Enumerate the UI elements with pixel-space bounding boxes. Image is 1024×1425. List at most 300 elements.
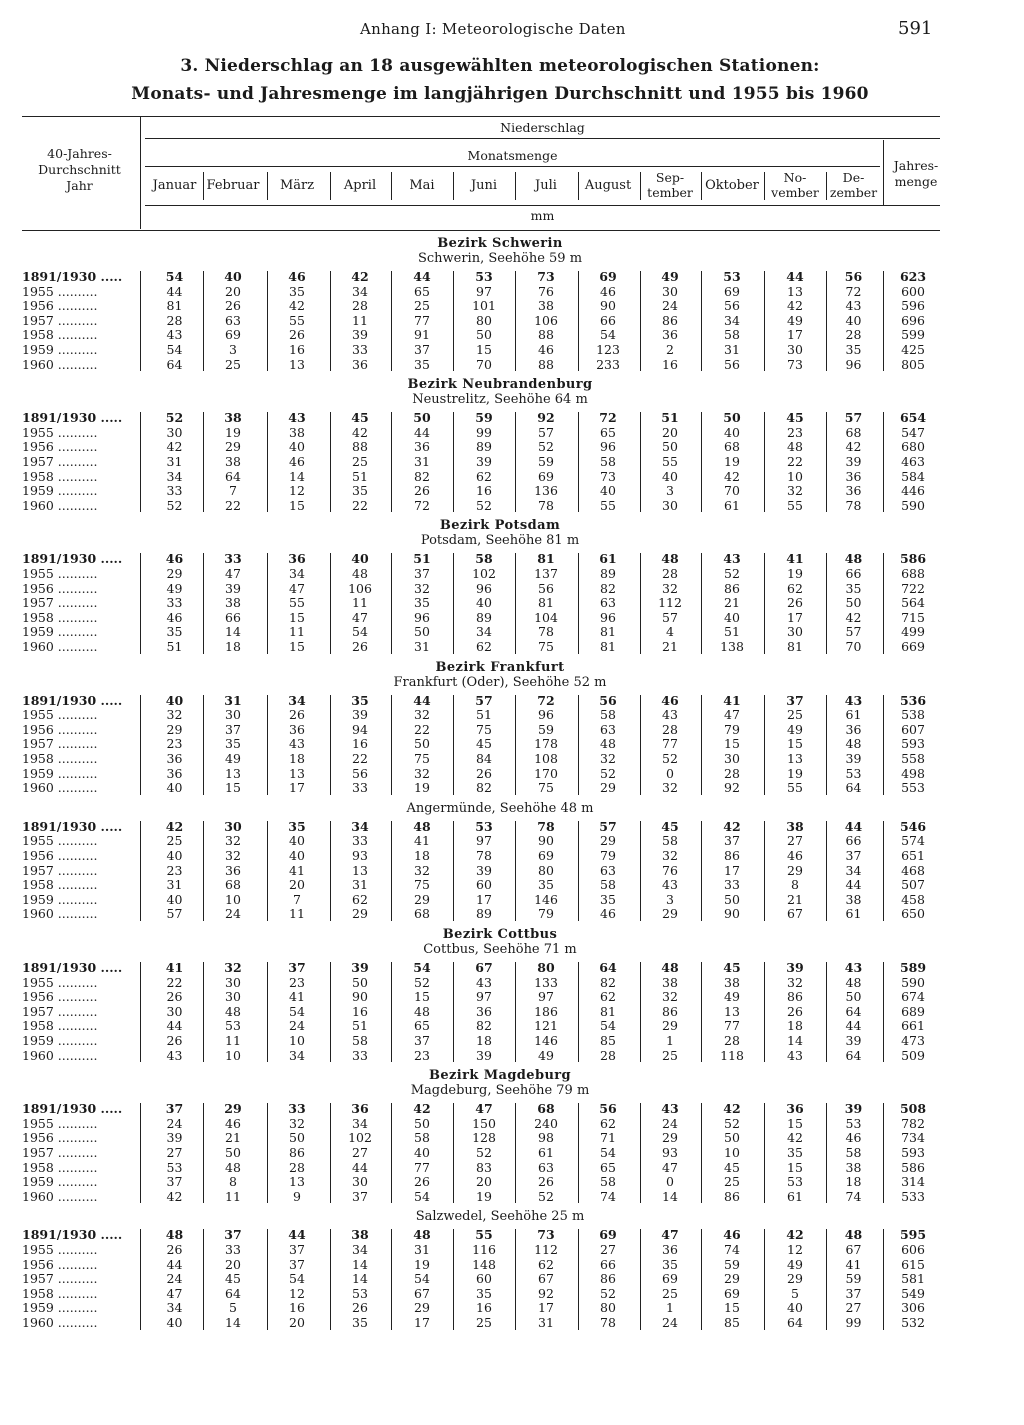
monthly-value: 96	[600, 439, 616, 455]
annual-value: 590	[901, 974, 925, 990]
monthly-value: 41	[723, 692, 741, 708]
annual-value: 538	[901, 707, 925, 723]
annual-value: 596	[901, 298, 925, 314]
monthly-value: 11	[225, 1188, 241, 1204]
monthly-value: 89	[476, 609, 492, 625]
monthly-value: 75	[538, 780, 554, 796]
monthly-value: 59	[538, 721, 554, 737]
monthly-value: 54	[289, 1003, 305, 1019]
monthly-value: 79	[600, 848, 616, 863]
monthly-value: 36	[166, 765, 183, 781]
monthly-value: 93	[662, 1145, 678, 1160]
column-divider	[883, 695, 884, 795]
monthly-value: 150	[472, 1115, 496, 1131]
monthly-value: 33	[288, 1101, 306, 1117]
monthly-value: 5	[791, 1285, 799, 1301]
monthly-value: 39	[352, 707, 368, 723]
monthly-value: 44	[786, 269, 804, 284]
monthly-value: 94	[352, 721, 368, 737]
monthly-value: 62	[476, 639, 492, 654]
month-header-11	[826, 170, 881, 200]
monthly-value: 39	[786, 960, 804, 975]
monthly-value: 44	[845, 877, 862, 893]
monthly-value: 97	[476, 833, 492, 849]
monthly-value: 34	[845, 862, 862, 878]
monthly-value: 58	[724, 327, 740, 343]
monthly-value: 24	[166, 1115, 183, 1131]
column-divider	[515, 271, 516, 371]
monthly-value: 66	[845, 833, 862, 849]
annual-value: 650	[901, 906, 925, 922]
monthly-value: 15	[414, 989, 430, 1005]
monthly-value: 15	[724, 1300, 740, 1316]
annual-value: 586	[899, 551, 927, 567]
monthly-value: 20	[476, 1174, 492, 1190]
monthly-value: 92	[537, 410, 555, 426]
year-label: 1955 ..........	[22, 1242, 98, 1257]
column-divider	[330, 821, 331, 921]
monthly-value: 108	[534, 751, 558, 766]
table-row	[0, 780, 1000, 794]
monthly-value: 26	[538, 1174, 554, 1190]
monthly-value: 28	[289, 1159, 305, 1175]
column-divider	[515, 962, 516, 1062]
monthly-value: 27	[166, 1145, 183, 1160]
monthly-value: 16	[352, 1003, 368, 1019]
monthly-value: 26	[787, 1003, 803, 1019]
monthly-value: 91	[414, 327, 430, 343]
monthly-value: 41	[289, 862, 305, 878]
annual-value: 584	[901, 468, 925, 484]
table-row	[0, 1174, 1000, 1188]
monthly-value: 10	[289, 1033, 305, 1048]
monthly-value: 0	[666, 1174, 674, 1190]
monthly-value: 67	[845, 1242, 862, 1257]
monthly-value: 35	[414, 595, 430, 611]
annual-value: 623	[899, 269, 927, 284]
monthly-value: 118	[720, 1047, 744, 1063]
monthly-value: 14	[225, 1315, 241, 1330]
average-row	[0, 819, 1000, 833]
monthly-value: 97	[476, 989, 492, 1005]
monthly-value: 74	[845, 1188, 862, 1204]
column-divider	[515, 553, 516, 653]
monthly-value: 29	[600, 780, 616, 796]
monthly-value: 44	[413, 269, 431, 284]
monthly-value: 31	[166, 877, 183, 893]
table-row	[0, 342, 1000, 356]
monthly-value: 68	[845, 424, 862, 440]
monthly-value: 61	[845, 906, 862, 922]
monthly-value: 50	[413, 410, 431, 426]
monthly-value: 96	[476, 580, 492, 596]
year-label: 1960 ..........	[22, 639, 98, 654]
monthly-value: 64	[845, 1047, 862, 1063]
year-label: 1955 ..........	[22, 1115, 98, 1131]
column-divider	[267, 695, 268, 795]
monthly-value: 53	[225, 1018, 241, 1034]
column-divider	[203, 1229, 204, 1329]
table-row	[0, 736, 1000, 750]
monthly-value: 81	[787, 639, 803, 654]
monthly-value: 36	[289, 721, 305, 737]
monthly-value: 21	[724, 595, 740, 611]
monthly-value: 35	[352, 483, 368, 499]
monthly-value: 74	[600, 1188, 616, 1204]
table-row	[0, 595, 1000, 609]
monthly-value: 3	[666, 483, 674, 499]
monthly-value: 48	[661, 551, 679, 567]
month-header-part: tember	[647, 185, 693, 200]
monthly-value: 3	[666, 891, 674, 907]
monthly-value: 52	[600, 765, 616, 781]
month-header-4: Mai	[409, 178, 435, 193]
monthly-value: 65	[414, 1018, 430, 1034]
monthly-value: 22	[166, 974, 183, 990]
monthly-value: 17	[724, 862, 740, 878]
monthly-value: 15	[724, 736, 740, 752]
annual-value: 458	[901, 891, 925, 907]
month-header-divider	[391, 172, 392, 200]
annual-value: 734	[901, 1130, 925, 1146]
column-divider	[330, 412, 331, 512]
monthly-value: 56	[352, 765, 368, 781]
monthly-value: 23	[787, 424, 803, 440]
monthly-value: 69	[538, 848, 554, 863]
monthly-value: 80	[538, 862, 554, 878]
monthly-value: 51	[352, 468, 368, 484]
monthly-value: 35	[225, 736, 241, 752]
monthly-value: 89	[600, 566, 616, 581]
district-heading: Bezirk Schwerin	[437, 236, 563, 251]
column-divider	[453, 821, 454, 921]
monthly-value: 50	[724, 1130, 740, 1146]
column-divider	[267, 1103, 268, 1203]
column-divider	[453, 553, 454, 653]
column-divider	[826, 553, 827, 653]
monthly-value: 48	[225, 1159, 241, 1175]
monthly-value: 73	[537, 1227, 555, 1243]
monthly-value: 35	[662, 1256, 678, 1272]
monthly-value: 58	[600, 454, 616, 469]
monthly-value: 19	[787, 566, 803, 581]
year-label: 1957 ..........	[22, 312, 98, 328]
year-label: 1958 ..........	[22, 877, 98, 893]
monthly-value: 96	[845, 356, 862, 372]
monthly-value: 37	[414, 342, 430, 357]
monthly-value: 78	[476, 848, 492, 863]
monthly-value: 58	[662, 833, 678, 849]
monthly-value: 31	[724, 342, 740, 357]
monthly-value: 29	[724, 1271, 740, 1287]
monthly-value: 15	[289, 497, 305, 513]
year-label: 1955 ..........	[22, 707, 98, 723]
monthly-value: 25	[662, 1047, 678, 1063]
monthly-value: 19	[476, 1188, 492, 1204]
monthly-value: 146	[534, 1033, 558, 1048]
month-header-2: März	[279, 178, 315, 193]
column-divider	[330, 553, 331, 653]
monthly-value: 178	[534, 736, 558, 752]
monthly-value: 26	[225, 298, 241, 314]
monthly-value: 57	[166, 906, 183, 922]
column-divider	[764, 1103, 765, 1203]
monthly-value: 43	[662, 707, 678, 723]
monthly-value: 37	[352, 1188, 368, 1204]
monthly-value: 82	[600, 974, 616, 990]
monthly-value: 40	[224, 269, 242, 284]
monthly-value: 4	[666, 624, 674, 640]
monthly-value: 72	[845, 283, 862, 299]
monthly-value: 61	[538, 1145, 554, 1160]
monthly-value: 54	[600, 1018, 616, 1034]
monthly-value: 26	[787, 595, 803, 611]
monthly-value: 55	[662, 454, 678, 469]
monthly-value: 49	[787, 1256, 803, 1272]
monthly-value: 32	[225, 848, 241, 863]
monthly-value: 30	[225, 707, 241, 723]
table-row	[0, 1300, 1000, 1314]
annual-value: 669	[901, 639, 925, 654]
monthly-value: 34	[289, 566, 305, 581]
monthly-value: 43	[844, 960, 863, 975]
monthly-value: 82	[476, 780, 492, 796]
monthly-value: 34	[476, 624, 492, 640]
monthly-value: 36	[166, 751, 183, 766]
month-header-divider	[515, 172, 516, 200]
monthly-value: 96	[538, 707, 554, 723]
column-divider	[453, 695, 454, 795]
monthly-value: 77	[414, 312, 430, 328]
monthly-value: 23	[166, 862, 183, 878]
column-divider	[515, 1229, 516, 1329]
annual-value: 715	[901, 609, 925, 625]
month-header-divider	[267, 172, 268, 200]
month-header-divider	[330, 172, 331, 200]
year-label: 1958 ..........	[22, 1285, 98, 1301]
column-divider	[883, 553, 884, 653]
monthly-value: 51	[661, 410, 679, 426]
column-divider	[701, 553, 702, 653]
monthly-value: 42	[166, 1188, 183, 1204]
monthly-value: 121	[534, 1018, 558, 1034]
monthly-value: 82	[414, 468, 430, 484]
column-divider	[764, 553, 765, 653]
annual-value: 595	[899, 1227, 927, 1243]
monthly-value: 35	[166, 624, 183, 640]
table-row	[0, 284, 1000, 298]
annual-value: 586	[901, 1159, 925, 1175]
monthly-value: 38	[225, 454, 241, 469]
monthly-value: 85	[600, 1033, 616, 1048]
annual-value: 306	[901, 1300, 925, 1316]
monthly-value: 26	[166, 989, 183, 1005]
monthly-value: 35	[787, 1145, 803, 1160]
monthly-value: 69	[662, 1271, 678, 1287]
monatsmenge-header: Monatsmenge	[467, 148, 558, 163]
monthly-value: 54	[165, 269, 184, 284]
table-row	[0, 1315, 1000, 1329]
monthly-value: 30	[225, 989, 241, 1005]
monthly-value: 19	[724, 454, 740, 469]
monthly-value: 31	[224, 692, 242, 708]
monthly-value: 97	[476, 283, 492, 299]
monthly-value: 40	[476, 595, 492, 611]
monthly-value: 27	[845, 1300, 862, 1316]
monthly-value: 28	[845, 327, 862, 343]
column-divider	[578, 271, 579, 371]
monthly-value: 33	[724, 877, 740, 893]
annual-value: 674	[901, 989, 925, 1005]
month-header-part: No-	[783, 170, 807, 185]
monthly-value: 37	[224, 1227, 242, 1243]
monthly-value: 69	[225, 327, 241, 343]
monthly-value: 36	[225, 862, 241, 878]
monthly-value: 32	[662, 989, 678, 1005]
monthly-value: 32	[414, 862, 430, 878]
monthly-value: 47	[289, 580, 305, 596]
monthly-value: 56	[599, 1101, 617, 1117]
monthly-value: 88	[538, 356, 554, 372]
monthly-value: 32	[787, 483, 803, 499]
monthly-value: 57	[662, 609, 678, 625]
annual-value: 680	[901, 439, 925, 455]
year-label: 1957 ..........	[22, 1003, 98, 1019]
column-divider	[701, 412, 702, 512]
month-rule	[145, 205, 940, 206]
jahresmenge-divider	[883, 140, 884, 205]
annual-value: 509	[901, 1047, 925, 1063]
monthly-value: 24	[225, 906, 241, 922]
monthly-value: 50	[352, 974, 368, 990]
monthly-value: 23	[166, 736, 183, 752]
monthly-value: 63	[600, 595, 616, 611]
monthly-value: 19	[787, 765, 803, 781]
monthly-value: 43	[845, 298, 862, 314]
monthly-value: 102	[472, 566, 496, 581]
monthly-value: 19	[414, 1256, 430, 1272]
monthly-value: 81	[600, 639, 616, 654]
monthly-value: 26	[352, 639, 368, 654]
monthly-value: 41	[845, 1256, 862, 1272]
year-label: 1960 ..........	[22, 1188, 98, 1204]
monthly-value: 35	[288, 818, 306, 834]
monthly-value: 29	[787, 862, 803, 878]
year-label: 1958 ..........	[22, 1159, 98, 1175]
annual-value: 547	[901, 424, 925, 440]
monthly-value: 47	[661, 1227, 679, 1243]
monthly-value: 43	[476, 974, 492, 990]
monthly-value: 69	[538, 468, 554, 484]
monthly-value: 104	[534, 609, 558, 625]
table-row	[0, 1033, 1000, 1047]
monthly-value: 52	[662, 751, 678, 766]
monthly-value: 61	[599, 551, 617, 567]
monthly-value: 69	[724, 283, 740, 299]
monthly-value: 13	[787, 283, 803, 299]
monthly-value: 14	[662, 1188, 678, 1204]
monthly-value: 7	[229, 483, 237, 499]
monthly-value: 45	[723, 960, 741, 975]
monthly-value: 36	[414, 439, 430, 455]
monthly-value: 39	[352, 327, 368, 343]
table-row	[0, 989, 1000, 1003]
average-row	[0, 693, 1000, 707]
table-row	[0, 722, 1000, 736]
monthly-value: 27	[352, 1145, 368, 1160]
monthly-value: 37	[166, 1174, 183, 1190]
monthly-value: 26	[414, 1174, 430, 1190]
monthly-value: 62	[352, 891, 368, 907]
column-divider	[267, 553, 268, 653]
monthly-value: 38	[845, 1159, 862, 1175]
monthly-value: 35	[538, 877, 554, 893]
monthly-value: 38	[289, 424, 305, 440]
annual-value: 498	[901, 765, 925, 781]
monthly-value: 65	[600, 424, 616, 440]
monthly-value: 51	[476, 707, 492, 723]
monthly-value: 22	[352, 497, 368, 513]
monthly-value: 59	[538, 454, 554, 469]
monthly-value: 18	[414, 848, 430, 863]
monthly-value: 15	[289, 639, 305, 654]
monthly-value: 56	[844, 269, 863, 284]
table-row	[0, 892, 1000, 906]
column-divider	[203, 553, 204, 653]
monthly-value: 17	[787, 327, 803, 343]
year-label: 1956 ..........	[22, 989, 98, 1005]
monthly-value: 45	[351, 410, 369, 426]
monthly-value: 86	[662, 312, 678, 328]
monthly-value: 43	[723, 551, 741, 567]
monthly-value: 15	[787, 1159, 803, 1175]
monthly-value: 48	[845, 974, 862, 990]
monthly-value: 11	[352, 312, 368, 328]
year-label: 1959 ..........	[22, 891, 98, 907]
annual-value: 507	[901, 877, 925, 893]
monthly-value: 0	[666, 765, 674, 781]
monthly-value: 11	[352, 595, 368, 611]
column-divider	[453, 1229, 454, 1329]
monthly-value: 62	[600, 1115, 616, 1131]
stub-header-line-2: Durchschnitt	[38, 162, 121, 177]
header-bottom-rule	[22, 230, 940, 231]
monthly-value: 36	[845, 483, 862, 499]
district-heading: Bezirk Magdeburg	[428, 1068, 572, 1084]
monthly-value: 46	[787, 848, 803, 863]
monthly-value: 26	[289, 327, 305, 343]
monthly-value: 35	[352, 1315, 368, 1330]
monthly-value: 29	[414, 1300, 430, 1316]
average-row	[0, 410, 1000, 424]
table-row	[0, 877, 1000, 891]
monthly-value: 93	[352, 848, 368, 863]
monthly-value: 64	[845, 1003, 862, 1019]
monthly-value: 42	[165, 818, 184, 834]
monthly-value: 37	[289, 1256, 305, 1272]
monthly-value: 38	[225, 595, 241, 611]
monthly-value: 49	[166, 580, 183, 596]
column-divider	[203, 695, 204, 795]
monthly-value: 32	[414, 765, 430, 781]
column-divider	[578, 412, 579, 512]
year-label: 1960 ..........	[22, 497, 98, 513]
monthly-value: 38	[662, 974, 678, 990]
month-header-divider	[701, 172, 702, 200]
month-header-divider	[826, 172, 827, 200]
monthly-value: 58	[600, 877, 616, 893]
monthly-value: 26	[414, 483, 430, 499]
